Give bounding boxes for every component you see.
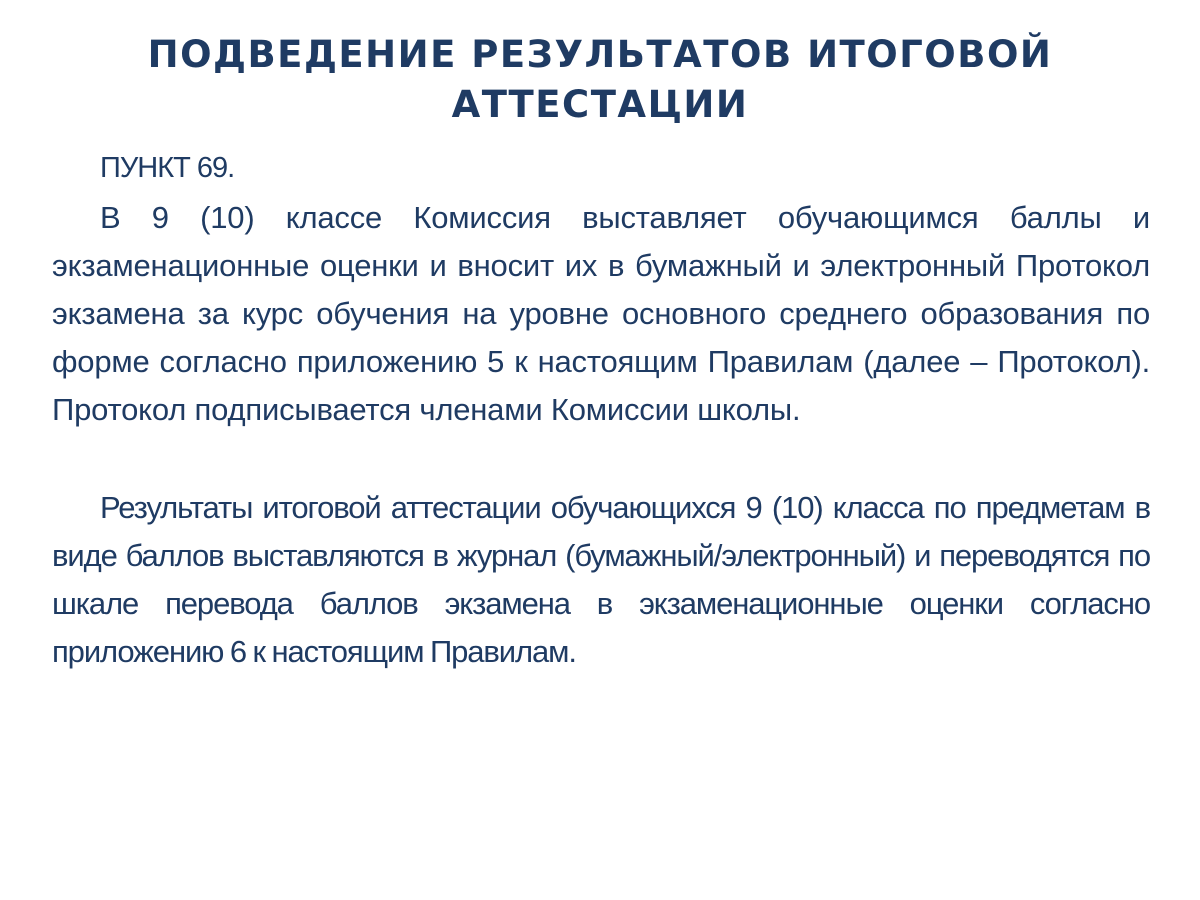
paragraph-1: В 9 (10) классе Комиссия выставляет обучающимся баллы и экзаменационные оценки и вносит их в бумажный и электронный Протокол экзамена за курс обучения на уровне основного среднего образования по форме согласно приложению 5 к настоящим Правилам (далее – Протокол). Протокол подписывается членами Комиссии школы. <box>52 200 1150 427</box>
slide-title: ПОДВЕДЕНИЕ РЕЗУЛЬТАТОВ ИТОГОВОЙ АТТЕСТАЦИИ <box>147 33 1053 126</box>
paragraph-2: Результаты итоговой аттестации обучающихся 9 (10) класса по предметам в виде баллов выставляются в журнал (бумажный/электронный) и переводятся по шкале перевода баллов экзамена в экзаменационные оценки согласно приложению 6 к настоящим Правилам. <box>52 490 1150 669</box>
clause-heading: ПУНКТ 69. <box>100 152 235 184</box>
